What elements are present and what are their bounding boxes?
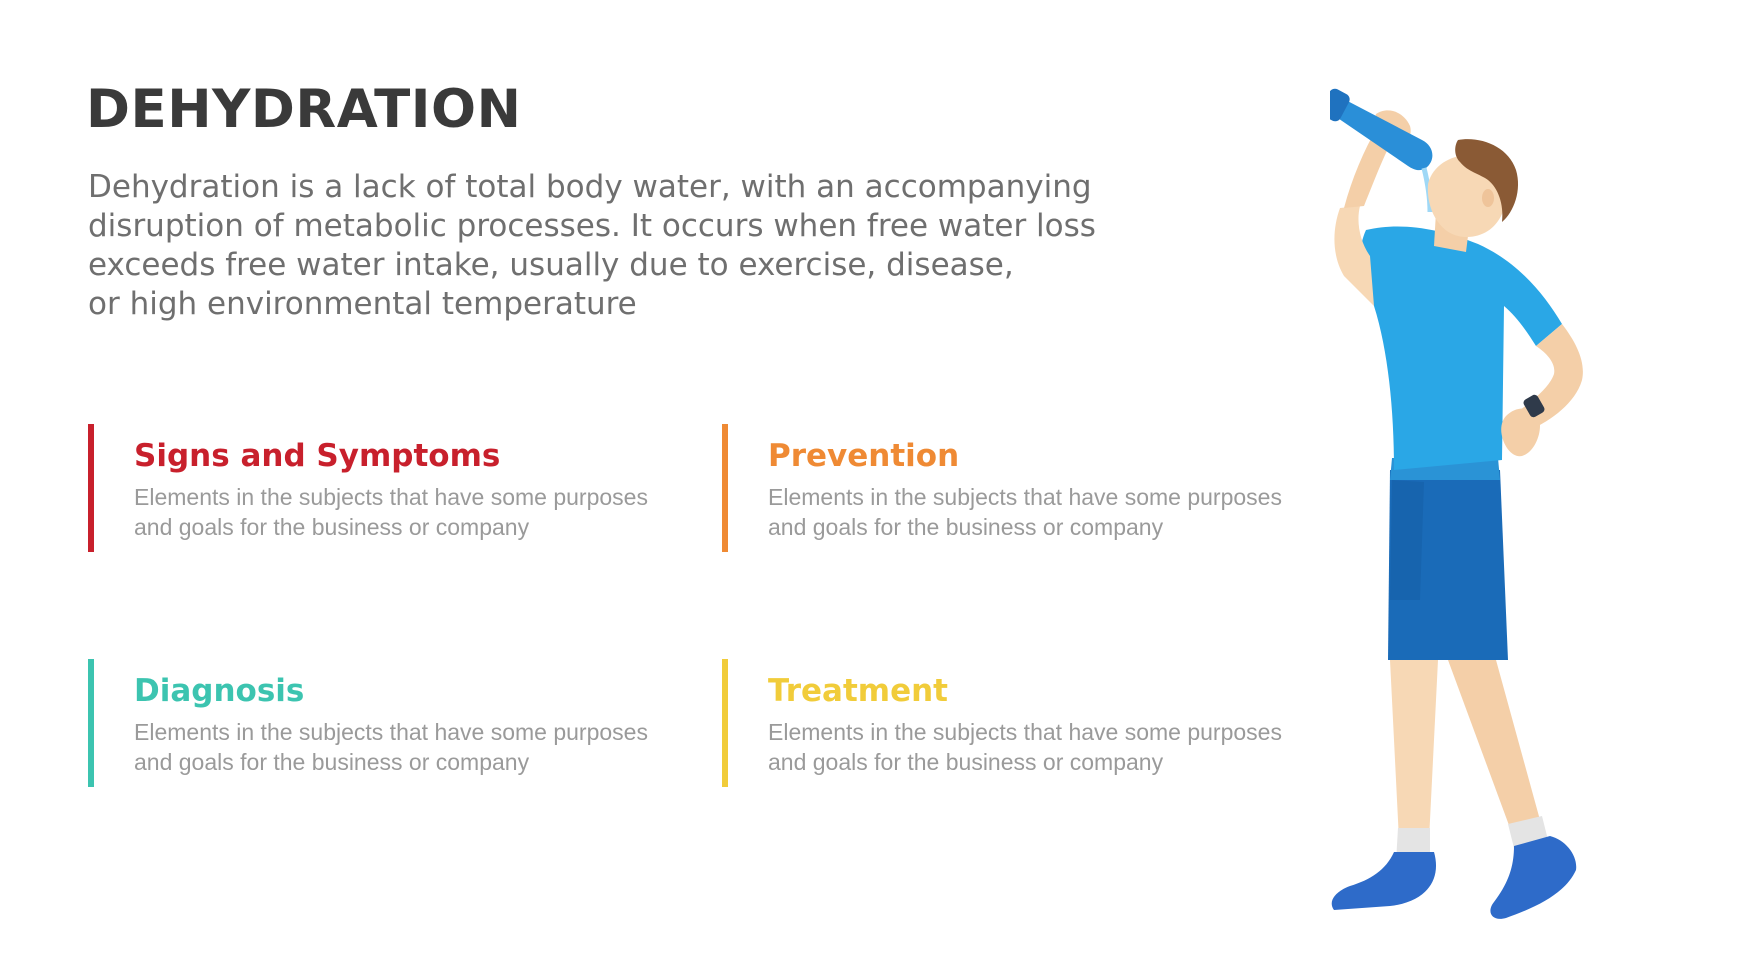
card-description-line: and goals for the business or company [134, 514, 530, 540]
card-prevention [722, 424, 1322, 552]
intro-paragraph [88, 168, 1168, 324]
intro-line: exceeds free water intake, usually due to exercise, disease, [88, 247, 1014, 283]
card-treatment [722, 659, 1322, 787]
card-description-line: and goals for the business or company [134, 749, 530, 775]
accent-bar [722, 424, 728, 552]
card-description-line: and goals for the business or company [768, 749, 1164, 775]
card-description-line: Elements in the subjects that have some purposes [768, 484, 1282, 510]
card-description [134, 717, 648, 777]
accent-bar [88, 659, 94, 787]
intro-line: disruption of metabolic processes. It occurs when free water loss [88, 208, 1096, 244]
card-description-line: Elements in the subjects that have some purposes [134, 719, 648, 745]
card-description [768, 482, 1282, 542]
accent-bar [88, 424, 94, 552]
card-description [768, 717, 1282, 777]
card-description-line: and goals for the business or company [768, 514, 1164, 540]
card-description [134, 482, 648, 542]
card-description-line: Elements in the subjects that have some purposes [134, 484, 648, 510]
accent-bar [722, 659, 728, 787]
card-heading: Diagnosis [134, 673, 305, 709]
card-description-line: Elements in the subjects that have some purposes [768, 719, 1282, 745]
card-diagnosis [88, 659, 688, 787]
intro-line: Dehydration is a lack of total body water, with an accompanying [88, 169, 1092, 205]
man-drinking-water-icon [1330, 80, 1670, 940]
page-title: DEHYDRATION [86, 79, 522, 140]
intro-line: or high environmental temperature [88, 286, 637, 322]
card-heading: Prevention [768, 438, 960, 474]
card-signs-and-symptoms [88, 424, 688, 552]
card-heading: Treatment [768, 673, 949, 709]
card-heading: Signs and Symptoms [134, 438, 501, 474]
